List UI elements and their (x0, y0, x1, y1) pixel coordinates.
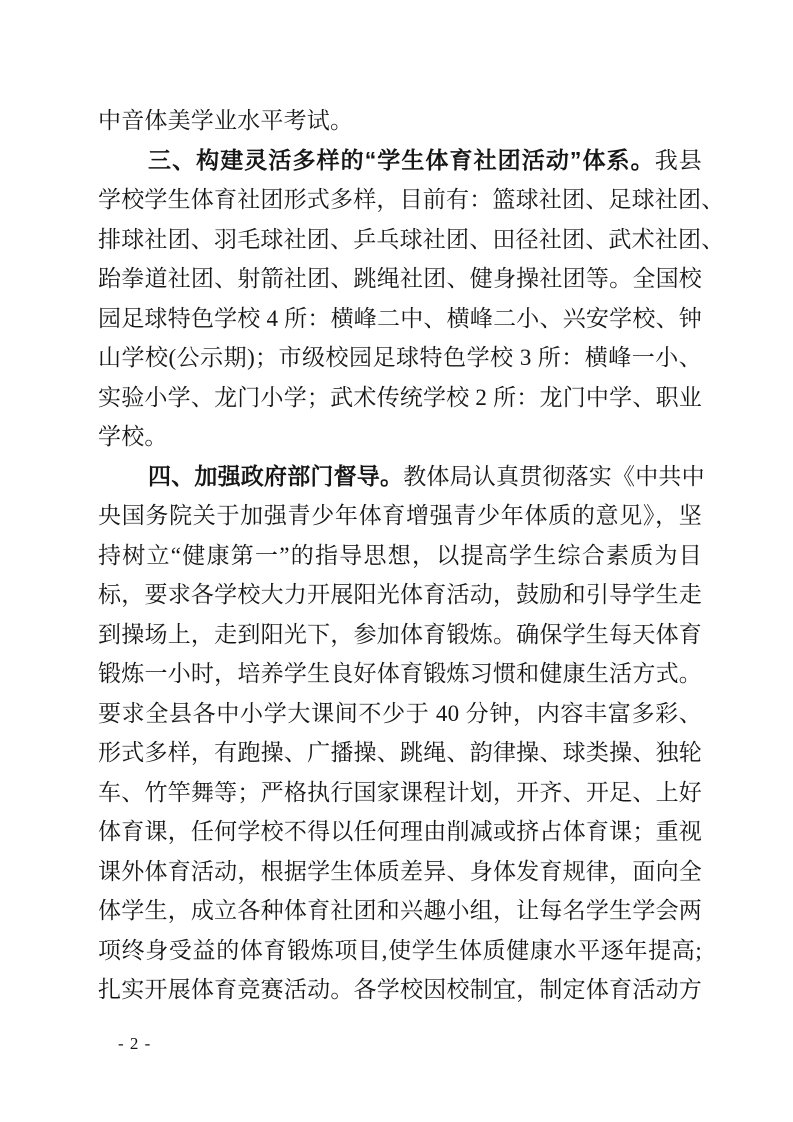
body-text: 学校。 (98, 424, 168, 449)
document-line (98, 931, 702, 971)
body-text: 要求全县各中小学大课间不少于 40 分钟，内容丰富多彩、 (98, 700, 702, 726)
body-text: 中音体美学业水平考试。 (98, 108, 354, 133)
body-text: 持树立“健康第一”的指导思想，以提高学生综合素质为目 (98, 542, 702, 568)
document-line (98, 773, 702, 813)
body-text: 实验小学、龙门小学；武术传统学校 2 所：龙门中学、职业 (98, 384, 702, 410)
body-text: 体学生，成立各种体育社团和兴趣小组，让每名学生学会两 (98, 898, 702, 923)
body-text: 项终身受益的体育锻炼项目,使学生体质健康水平逐年提高; (98, 937, 702, 963)
document-line (98, 141, 702, 181)
document-line (98, 536, 702, 576)
body-text: 课外体育活动，根据学生体质差异、身体发育规律，面向全 (98, 858, 702, 884)
document-line (98, 575, 702, 615)
body-text: 央国务院关于加强青少年体育增强青少年体质的意见》，坚 (98, 503, 702, 528)
document-line (98, 180, 725, 220)
document-line (98, 654, 702, 694)
document-line (98, 220, 725, 260)
body-text: 形式多样，有跑操、广播操、跳绳、韵律操、球类操、独轮 (98, 740, 702, 765)
document-line (98, 733, 702, 773)
body-text: 排球社团、羽毛球社团、乒乓球社团、田径社团、武术社团、 (98, 226, 725, 252)
body-text: 山学校(公示期)；市级校园足球特色学校 3 所：横峰一小、 (98, 345, 702, 370)
document-line (98, 457, 705, 497)
body-text: 学校学生体育社团形式多样，目前有：篮球社团、足球社团、 (98, 187, 725, 212)
document-line (98, 378, 702, 418)
document-line (98, 259, 702, 299)
body-text: 扎实开展体育竞赛活动。各学校因校制宜，制定体育活动方 (98, 977, 702, 1002)
document-line (98, 615, 702, 655)
document-line (98, 101, 702, 141)
body-text: 车、竹竿舞等；严格执行国家课程计划，开齐、开足、上好 (98, 779, 702, 805)
body-text: 体育课，任何学校不得以任何理由削减或挤占体育课；重视 (98, 819, 702, 844)
document-line (98, 299, 702, 339)
document-line (98, 852, 702, 892)
document-line (98, 496, 702, 536)
document-line (98, 694, 702, 734)
section-heading: 四、加强政府部门督导。 (148, 462, 404, 489)
body-text: 标，要求各学校大力开展阳光体育活动，鼓励和引导学生走 (98, 582, 702, 607)
body-text: 锻炼一小时，培养学生良好体育锻炼习惯和健康生活方式。 (98, 661, 702, 686)
document-line (98, 891, 702, 931)
body-text: 到操场上，走到阳光下，参加体育锻炼。确保学生每天体育 (98, 621, 702, 647)
body-text: 我县 (654, 147, 702, 173)
section-heading: 三、构建灵活多样的“学生体育社团活动”体系。 (148, 146, 655, 173)
document-line (98, 970, 702, 1010)
body-text: 跆拳道社团、射箭社团、跳绳社团、健身操社团等。全国校 (98, 266, 702, 291)
page-number: - 2 - (118, 1034, 152, 1053)
document-line (98, 812, 702, 852)
document-line (98, 338, 702, 378)
body-text: 园足球特色学校 4 所：横峰二中、横峰二小、兴安学校、钟 (98, 305, 702, 331)
body-text: 教体局认真贯彻落实《中共中 (403, 463, 705, 489)
text-block (98, 101, 725, 1010)
document-line (98, 417, 702, 457)
